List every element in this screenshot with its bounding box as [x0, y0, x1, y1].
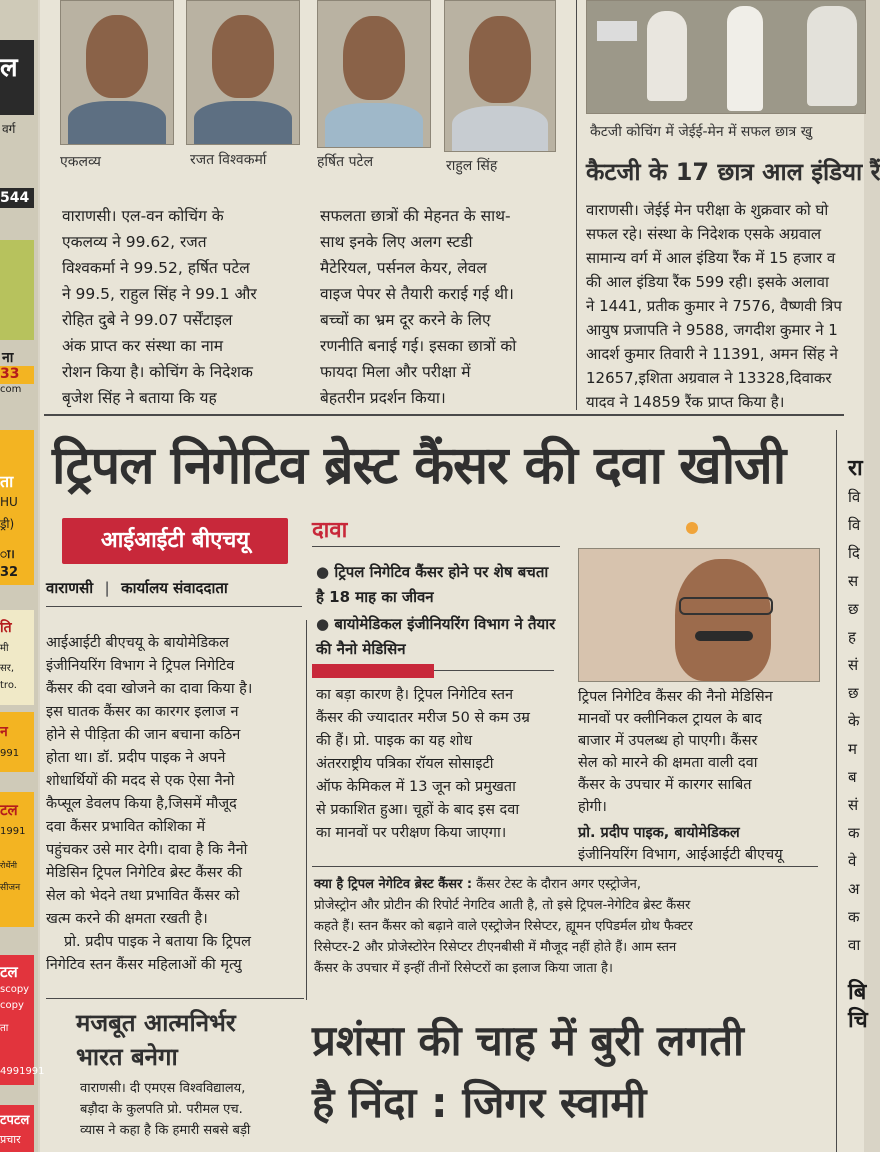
bottom-left-body [80, 1078, 302, 1141]
claim-bullet-text: ट्रिपल निगेटिव कैंसर होने पर शेष बचता है 18 माह का जीवन [316, 563, 549, 606]
right-edge-column [848, 455, 868, 1035]
text-fragment: छ [848, 684, 859, 702]
headline-line: प्रशंसा की चाह में बुरी लगती [312, 1016, 744, 1065]
strip-text: tro. [0, 680, 17, 691]
photo-caption: रजत विश्वकर्मा [190, 152, 267, 168]
text-line: फायदा मिला और परीक्षा में [320, 363, 471, 381]
strip-text: प्रचार [0, 1133, 21, 1146]
professor-photo [578, 548, 820, 682]
student-photo [444, 0, 556, 152]
text-line: आदर्श कुमार तिवारी ने 11391, अमन सिंह ने [586, 345, 838, 363]
text-line: व्यास ने कहा है कि हमारी सबसे बड़ी [80, 1123, 251, 1138]
dateline-rule [46, 606, 302, 607]
quote-attribution: इंजीनियरिंग विभाग, आईआईटी बीएचयू [578, 847, 783, 863]
headline-line: मजबूत आत्मनिर्भर [76, 1009, 236, 1037]
headline-line: भारत बनेगा [76, 1043, 178, 1071]
strip-text: ा। [0, 547, 15, 561]
text-line: अंक प्राप्त कर संस्था का नाम [62, 337, 223, 355]
text-line: प्रोजेस्ट्रोन और प्रोटीन की रिपोर्ट नेगटिव आती है, तो इसे ट्रिपल-नेगेटिव ब्रेस्ट कैंसर [314, 898, 691, 913]
text-line: बृजेश सिंह ने बताया कि यह [62, 389, 217, 407]
strip-text: न [0, 724, 8, 740]
strip-text: ना [2, 350, 14, 366]
red-accent-bar [312, 664, 434, 678]
text-line: इंजीनियरिंग विभाग ने ट्रिपल निगेटिव [46, 658, 235, 674]
claim-rule [312, 546, 560, 547]
column-divider [836, 430, 837, 1152]
coaching-group-photo [586, 0, 866, 114]
strip-text: मी [0, 643, 9, 654]
strip-text: HU [0, 495, 18, 509]
strip-ad [0, 240, 34, 340]
text-fragment: वि [848, 516, 861, 534]
text-line: विश्वकर्मा ने 99.52, हर्षित पटेल [62, 259, 250, 277]
text-fragment: सं [848, 656, 859, 674]
student-photo [317, 0, 431, 148]
text-line: सफलता छात्रों की मेहनत के साथ- [320, 207, 511, 225]
text-line: की आल इंडिया रैंक 599 रही। इसके अलावा [586, 273, 829, 291]
text-line: होगी। [578, 799, 607, 815]
text-line: वाराणसी। एल-वन कोचिंग के [62, 207, 224, 225]
headline-line: है निंदा : जिगर स्वामी [312, 1078, 647, 1127]
main-column-1 [46, 632, 302, 977]
text-line: अंतरराष्ट्रीय पत्रिका रॉयल सोसाइटी [316, 756, 494, 772]
strip-text: टपटल [0, 1113, 30, 1128]
text-line: एकलव्य ने 99.62, रजत [62, 233, 207, 251]
expert-quote [578, 686, 828, 866]
text-fragment: रा [848, 456, 863, 481]
strip-text: 1991 [0, 826, 26, 837]
text-fragment: म [848, 740, 857, 758]
text-line: कैंसर के उपचार में इन्हीं तीनों रिसेप्टरों का इलाज किया जाता है। [314, 961, 613, 976]
dateline-city: वाराणसी [46, 579, 94, 597]
text-line: मानवों पर क्लीनिकल ट्रायल के बाद [578, 711, 762, 727]
text-line: आईआईटी बीएचयू के बायोमेडिकल [46, 635, 229, 651]
strip-text: ड्री) [0, 517, 15, 531]
text-line: दवा कैंसर प्रभावित कोशिका में [46, 819, 206, 835]
text-line: रणनीति बनाई गई। इसका छात्रों को [320, 337, 517, 355]
strip-text: 33 [0, 366, 20, 382]
text-line: होता था। डॉ. प्रदीप पाइक ने अपने [46, 750, 226, 766]
text-line: यादव ने 14859 रैंक प्राप्त किया है। [586, 393, 785, 411]
text-line: कैंसर टेस्ट के दौरान अगर एस्ट्रोजेन, [476, 877, 641, 892]
column-divider [306, 620, 307, 1000]
text-fragment: स [848, 572, 859, 590]
text-line: ने 1441, प्रतीक कुमार ने 7576, वैष्णवी त्रिप [586, 297, 842, 315]
text-line: कैंसर की दवा खोजने का दावा किया है। [46, 681, 253, 697]
text-line: रिसेप्टर-2 और प्रोजेस्टोरेन रिसेप्टर टीएनबीसी में मौजूद नहीं होते हैं। आम स्तन [314, 940, 677, 955]
section-rule [44, 414, 844, 416]
text-fragment: ब [848, 768, 857, 786]
text-line: कैंसर के उपचार में कारगर साबित [578, 777, 752, 793]
text-line: ने 99.5, राहुल सिंह ने 99.1 और [62, 285, 257, 303]
text-line: मैटेरियल, पर्सनल केयर, लेवल [320, 259, 487, 277]
strip-text: 4991991 [0, 1066, 45, 1077]
claim-bullet: ● बायोमेडिकल इंजीनियरिंग विभाग ने तैयार की नैनो मेडिसिन [316, 615, 556, 658]
orange-dot-icon [686, 522, 698, 534]
text-line: ट्रिपल निगेटिव कैंसर की नैनो मेडिसिन [578, 689, 773, 705]
text-line: शोधार्थियों की मदद से एक ऐसा नैनो [46, 773, 235, 789]
top-left-column-1 [62, 203, 312, 411]
text-line: कहते हैं। स्तन कैंसर को बढ़ाने वाले एस्ट्रोजेन रिसेप्टर, ह्यूमन एपिडर्मल ग्रोथ फैक्टर [314, 919, 693, 934]
text-line: का बड़ा कारण है। ट्रिपल निगेटिव स्तन [316, 687, 514, 703]
photo-caption: राहुल सिंह [446, 158, 498, 174]
section-rule [46, 998, 304, 999]
text-fragment: अ [848, 880, 860, 898]
text-line: वाइज पेपर से तैयारी कराई गई थी। [320, 285, 514, 303]
main-headline: ट्रिपल निगेटिव ब्रेस्ट कैंसर की दवा खोजी [52, 436, 786, 496]
text-line: वाराणसी। जेईई मेन परीक्षा के शुक्रवार को घो [586, 201, 829, 219]
text-line: बाजार में उपलब्ध हो पाएगी। कैंसर [578, 733, 758, 749]
text-line: का मानवों पर परीक्षण किया जाएगा। [316, 825, 507, 841]
side-story-body [586, 198, 876, 414]
text-line: रोशन किया है। कोचिंग के निदेशक [62, 363, 253, 381]
text-fragment: वा [848, 936, 861, 954]
text-line: कैंसर की ज्यादातर मरीज 50 से कम उम्र [316, 710, 530, 726]
text-line: सेल को मारने की क्षमता वाली दवा [578, 755, 758, 771]
text-line: खत्म करने की क्षमता रखती है। [46, 911, 208, 927]
text-fragment: बि [848, 980, 867, 1005]
claim-bullet: ● ट्रिपल निगेटिव कैंसर होने पर शेष बचता है 18 माह का जीवन [316, 563, 549, 606]
text-fragment: क [848, 908, 860, 926]
text-line: कैप्सूल डेवलप किया है,जिसमें मौजूद [46, 796, 237, 812]
text-line: साथ इनके लिए अलग स्टडी [320, 233, 473, 251]
bullet-rule [434, 670, 554, 671]
bottom-headline [312, 1010, 744, 1134]
student-photo [60, 0, 174, 145]
group-photo-caption: कैटजी कोचिंग में जेईई-मेन में सफल छात्र खु [590, 124, 813, 140]
text-line: आयुष प्रजापति ने 9588, जगदीश कुमार ने 1 [586, 321, 838, 339]
explainer-lead: क्या है ट्रिपल नेगेटिव ब्रेस्ट कैंसर : [314, 877, 473, 892]
text-line: इस घातक कैंसर का कारगर इलाज न [46, 704, 239, 720]
text-line: बड़ौदा के कुलपति प्रो. परीमल एच. [80, 1102, 243, 1117]
strip-text: ता [0, 472, 14, 491]
strip-text: copy [0, 1000, 24, 1011]
dateline-byline: कार्यालय संवाददाता [121, 579, 228, 597]
strip-text: com [0, 384, 22, 395]
text-line: निगेटिव स्तन कैंसर महिलाओं की मृत्यु [46, 957, 242, 973]
text-line: सेल को भेदने तथा प्रभावित कैंसर को [46, 888, 240, 904]
text-line: 12657,इशिता अग्रवाल ने 13328,दिवाकर [586, 369, 832, 387]
strip-text: 991 [0, 748, 20, 759]
text-fragment: छ [848, 600, 859, 618]
text-fragment: सं [848, 796, 859, 814]
text-line: बच्चों का भ्रम दूर करने के लिए [320, 311, 491, 329]
strip-text: टल [0, 801, 18, 819]
text-line: ऑफ केमिकल में 13 जून को प्रमुखता [316, 779, 516, 795]
strip-text: 32 [0, 565, 19, 580]
student-photo [186, 0, 300, 145]
text-fragment: के [848, 712, 860, 730]
top-left-column-2 [320, 203, 568, 411]
story-tag: आईआईटी बीएचयू [62, 518, 288, 564]
box-rule [312, 866, 818, 867]
text-fragment: वि [848, 488, 861, 506]
text-line: पहुंचकर उसे मार देगी। दावा है कि नैनो [46, 842, 248, 858]
photo-caption: एकलव्य [60, 154, 101, 170]
strip-text: सर, [0, 663, 15, 674]
claim-bullet-text: बायोमेडिकल इंजीनियरिंग विभाग ने तैयार की नैनो मेडिसिन [316, 615, 556, 658]
text-line: मेडिसिन ट्रिपल निगेटिव ब्रेस्ट कैंसर की [46, 865, 243, 881]
text-line: प्रो. प्रदीप पाइक ने बताया कि ट्रिपल [64, 934, 251, 950]
column-divider [576, 0, 577, 410]
text-fragment: चि [848, 1008, 868, 1033]
explainer-box [314, 874, 820, 979]
strip-text: ल [0, 53, 18, 83]
quote-attribution: प्रो. प्रदीप पाइक, बायोमेडिकल [578, 825, 740, 841]
dateline: वाराणसी | कार्यालय संवाददाता [46, 579, 228, 597]
text-fragment: वे [848, 852, 857, 870]
strip-text: सीजन [0, 883, 21, 893]
text-fragment: दि [848, 544, 860, 562]
strip-yellow-ad [0, 712, 34, 772]
strip-text: वर्ग [2, 122, 16, 136]
text-line: होने से पीड़िता की जान बचाना कठिन [46, 727, 241, 743]
side-story-headline: कैटजी के 17 छात्र आल इंडिया रैं [586, 158, 880, 186]
text-line: की हैं। प्रो. पाइक का यह शोध [316, 733, 473, 749]
strip-text: ति [0, 620, 12, 636]
bottom-left-headline [76, 1006, 236, 1074]
left-page-strip [0, 0, 45, 1152]
strip-text: 544 [0, 190, 30, 206]
text-line: वाराणसी। दी एमएस विश्वविद्यालय, [80, 1081, 246, 1096]
text-line: रोहित दुबे ने 99.07 पर्सेंटाइल [62, 311, 233, 329]
main-column-2 [316, 684, 566, 845]
strip-text: scopy [0, 984, 30, 995]
strip-text: रोर्थेनी [0, 861, 17, 870]
claim-label: दावा [312, 518, 348, 543]
text-line: सामान्य वर्ग में आल इंडिया रैंक में 15 हजार व [586, 249, 836, 267]
text-fragment: क [848, 824, 860, 842]
photo-caption: हर्षित पटेल [317, 154, 374, 170]
text-line: सफल रहे। संस्था के निदेशक एसके अग्रवाल [586, 225, 822, 243]
strip-text: ता [0, 1023, 9, 1034]
text-line: बेहतरीन प्रदर्शन किया। [320, 389, 446, 407]
text-fragment: ह [848, 628, 856, 646]
text-line: से प्रकाशित हुआ। चूहों के बाद इस दवा [316, 802, 520, 818]
strip-text: टल [0, 963, 18, 981]
